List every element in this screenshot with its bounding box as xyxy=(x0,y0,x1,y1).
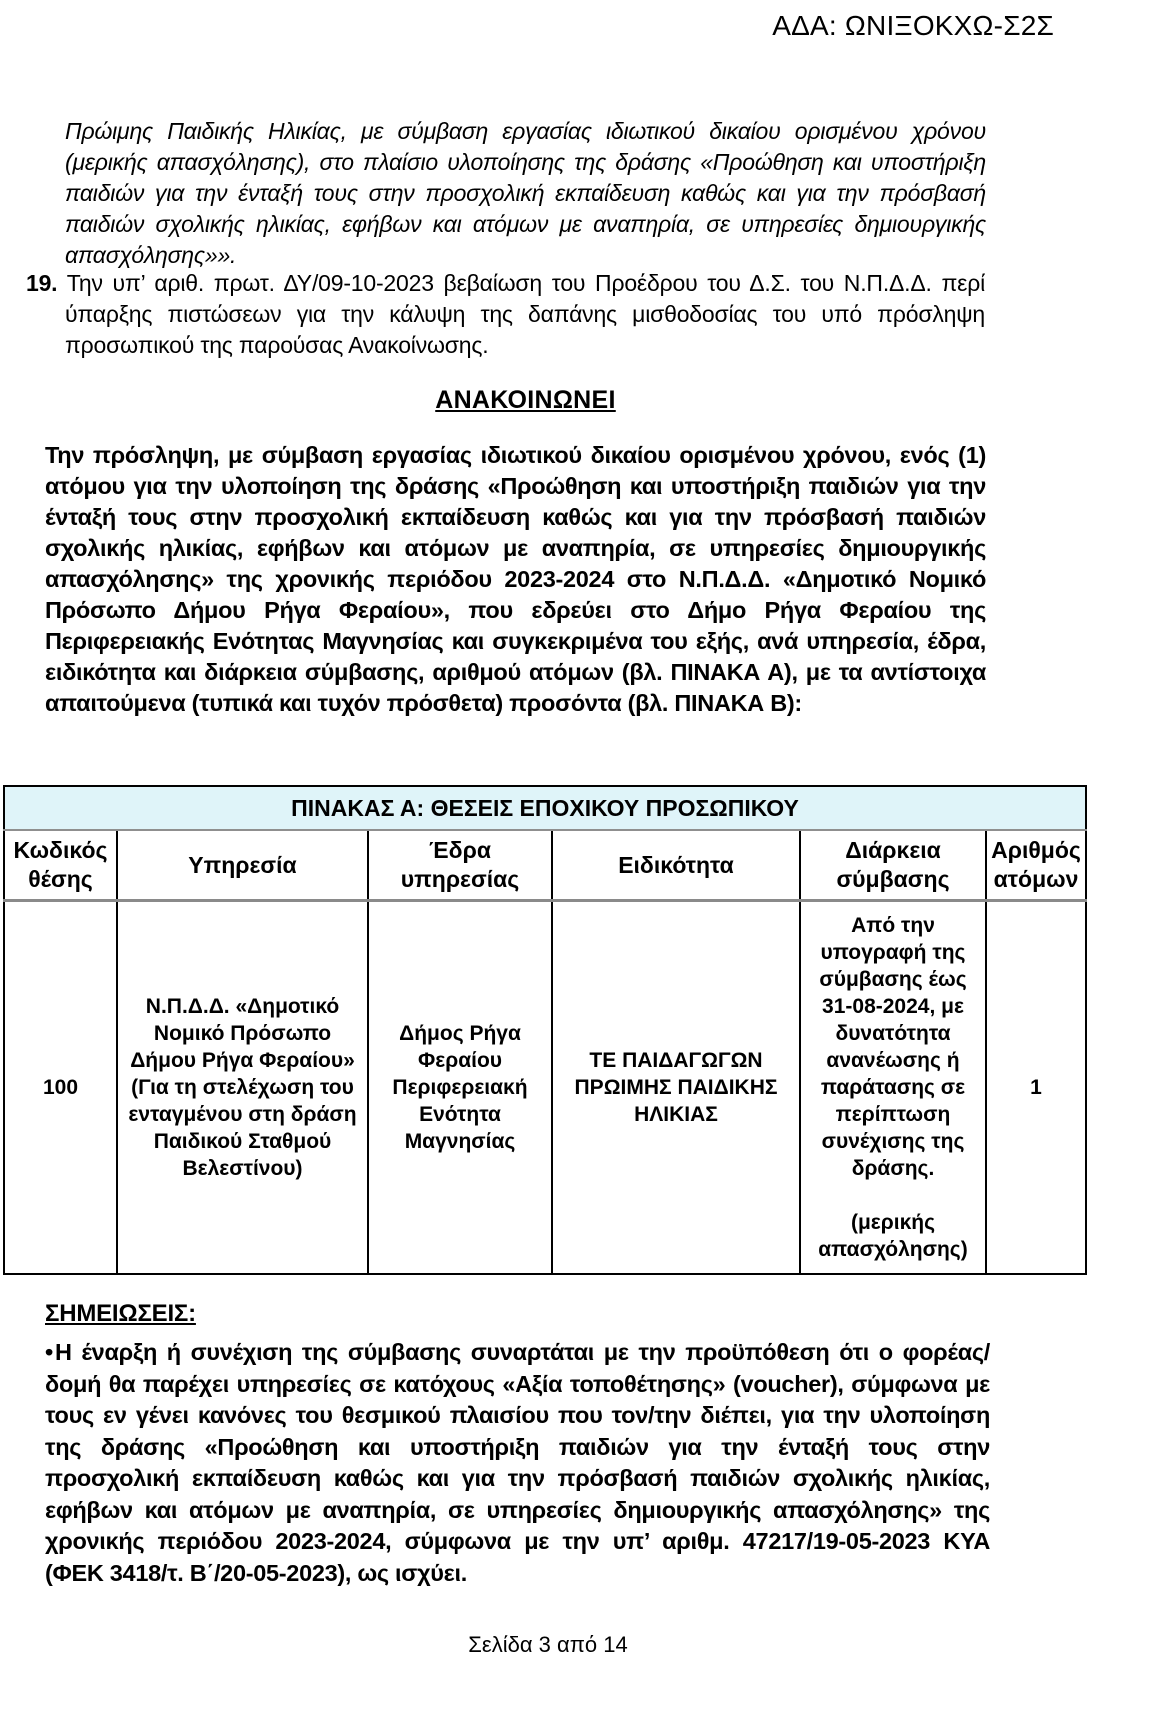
ada-code: ΑΔΑ: ΩΝΙΞΟΚΧΩ-Σ2Σ xyxy=(772,10,1054,41)
cell-service: Ν.Π.Δ.Δ. «Δημοτικό Νομικό Πρόσωπο Δήμου Ρήγα Φεραίου» (Για τη στελέχωση του ενταγμένου στη δράση Παιδικού Σταθμού Βελεστίνου) xyxy=(117,901,368,1275)
announcement-paragraph: Την πρόσληψη, με σύμβαση εργασίας ιδιωτικού δικαίου ορισμένου χρόνου, ενός (1) ατόμου για την υλοποίηση της δράσης «Προώθηση και υποστήριξη παιδιών για την ένταξή τους στην προσχολική εκπαίδευση καθώς και για την πρόσβασή παιδιών σχολικής ηλικίας, εφήβων και ατόμων με αναπηρία, σε υπηρεσίες δημιουργικής απασχόλησης» της χρονικής περιόδου 2023-2024 στο Ν.Π.Δ.Δ. «Δημοτικό Νομικό Πρόσωπο Δήμου Ρήγα Φεραίου», που εδρεύει στο Δήμο Ρήγα Φεραίου της Περιφερειακής Ενότητας Μαγνησίας και συγκεκριμένα του εξής, ανά υπηρεσία, έδρα, ειδικότητα και διάρκεια σύμβασης, αριθμού ατόμων (βλ. ΠΙΝΑΚΑ Α), με τα αντίστοιχα απαιτούμενα (τυπικά και τυχόν πρόσθετα) προσόντα (βλ. ΠΙΝΑΚΑ Β): xyxy=(45,442,986,716)
cell-position-code: 100 xyxy=(4,901,117,1275)
list-item-19-number: 19. xyxy=(26,270,58,296)
notes-paragraph xyxy=(45,1337,990,1589)
bullet-marker: • xyxy=(45,1339,53,1365)
notes-heading: ΣΗΜΕΙΩΣΕΙΣ: xyxy=(45,1300,196,1327)
announcement-heading: ΑΝΑΚΟΙΝΩΝΕΙ xyxy=(435,386,616,414)
cell-specialty: ΤΕ ΠΑΙΔΑΓΩΓΩΝ ΠΡΩΙΜΗΣ ΠΑΙΔΙΚΗΣ ΗΛΙΚΙΑΣ xyxy=(552,901,800,1275)
table-pinakas-a xyxy=(3,785,1087,1275)
cell-seat: Δήμος Ρήγα Φεραίου Περιφερειακή Ενότητα Μαγνησίας xyxy=(368,901,552,1275)
table-title: ΠΙΝΑΚΑΣ Α: ΘΕΣΕΙΣ ΕΠΟΧΙΚΟΥ ΠΡΟΣΩΠΙΚΟΥ xyxy=(4,786,1086,830)
table-row xyxy=(4,901,1086,1275)
col-header-code: Κωδικός θέσης xyxy=(4,830,117,901)
cell-persons-count: 1 xyxy=(986,901,1086,1275)
col-header-duration: Διάρκεια σύμβασης xyxy=(800,830,986,901)
table-title-row xyxy=(4,786,1086,830)
carryover-paragraph: Πρώιμης Παιδικής Ηλικίας, με σύμβαση εργασίας ιδιωτικού δικαίου ορισμένου χρόνου (μερικής απασχόλησης), στο πλαίσιο υλοποίησης της δράσης «Προώθηση και υποστήριξη παιδιών για την ένταξή τους στην προσχολική εκπαίδευση καθώς και για την πρόσβασή παιδιών σχολικής ηλικίας, εφήβων και ατόμων με αναπηρία, σε υπηρεσίες δημιουργικής απασχόλησης»». xyxy=(65,118,986,268)
list-item-19 xyxy=(26,268,985,361)
cell-duration-main: Από την υπογραφή της σύμβασης έως 31-08-2024, με δυνατότητα ανανέωσης ή παράτασης σε περίπτωση συνέχισης της δράσης. xyxy=(819,914,967,1180)
table-header-row xyxy=(4,830,1086,901)
col-header-specialty: Ειδικότητα xyxy=(552,830,800,901)
col-header-seat: Έδρα υπηρεσίας xyxy=(368,830,552,901)
notes-text: Η έναρξη ή συνέχιση της σύμβασης συναρτάται με την προϋπόθεση ότι ο φορέας/δομή θα παρέχει υπηρεσίες σε κατόχους «Αξία τοποθέτησης» (voucher), σύμφωνα με τους εν γένει κανόνες του θεσμικού πλαισίου που τον/την διέπει, για την υλοποίηση της δράσης «Προώθηση και υποστήριξη παιδιών για την ένταξή τους στην προσχολική εκπαίδευση καθώς και για την πρόσβασή παιδιών σχολικής ηλικίας, εφήβων και ατόμων με αναπηρία, σε υπηρεσίες δημιουργικής απασχόλησης» της χρονικής περιόδου 2023-2024, σύμφωνα με την υπ’ αριθμ. 47217/19-05-2023 ΚΥΑ (ΦΕΚ 3418/τ. Β΄/20-05-2023), ως ισχύει. xyxy=(45,1339,990,1586)
col-header-service: Υπηρεσία xyxy=(117,830,368,901)
cell-duration-note: (μερικής απασχόλησης) xyxy=(818,1211,968,1261)
col-header-persons: Αριθμός ατόμων xyxy=(986,830,1086,901)
cell-duration xyxy=(800,901,986,1275)
page-number-footer: Σελίδα 3 από 14 xyxy=(468,1632,628,1657)
list-item-19-text: Την υπ’ αριθ. πρωτ. ΔΥ/09-10-2023 βεβαίωση του Προέδρου του Δ.Σ. του Ν.Π.Δ.Δ. περί ύπαρξης πιστώσεων για την κάλυψη της δαπάνης μισθοδοσίας του υπό πρόσληψη προσωπικού της παρούσας Ανακοίνωσης. xyxy=(65,270,985,358)
